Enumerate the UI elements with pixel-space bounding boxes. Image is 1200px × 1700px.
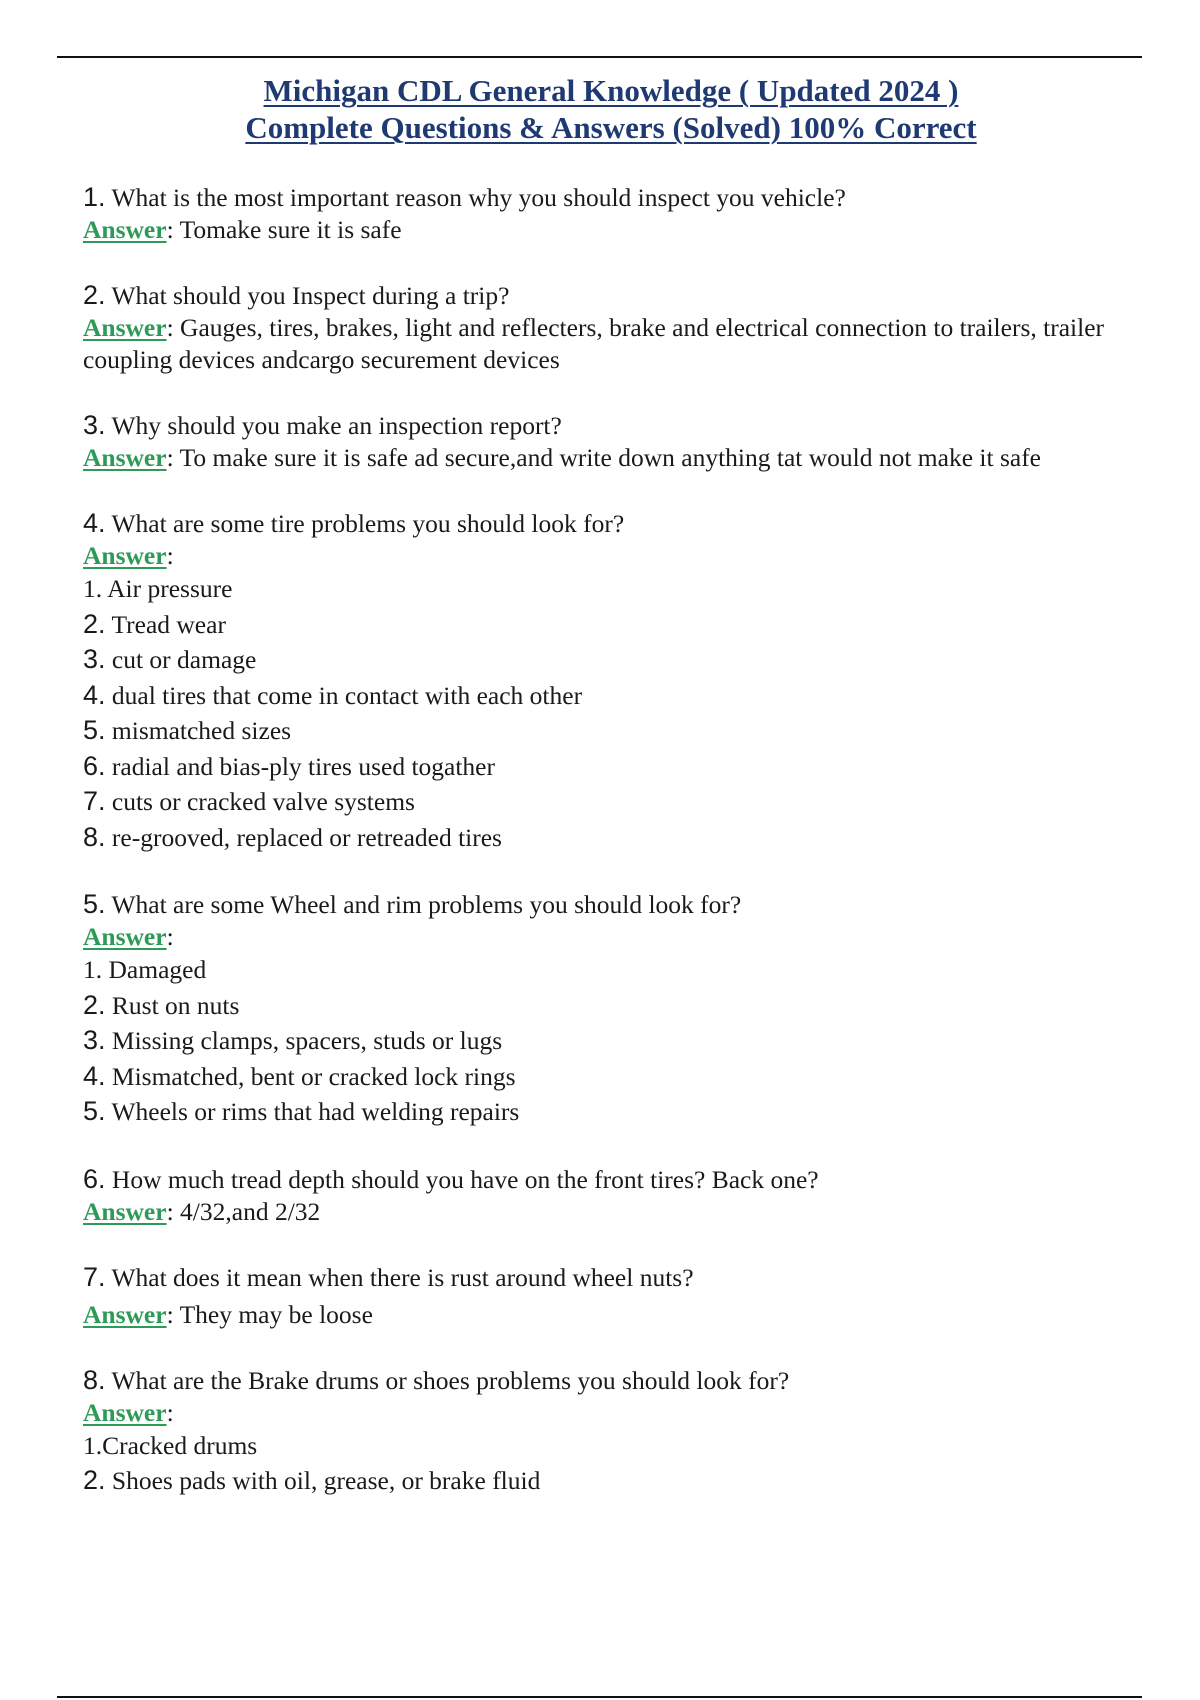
qa-item-5 bbox=[83, 888, 1143, 1130]
list-item-text: Shoes pads with oil, grease, or brake fluid bbox=[111, 1466, 541, 1495]
question-number: 1. bbox=[83, 182, 106, 212]
list-item-number: 5. bbox=[83, 1096, 106, 1126]
answer-text: : Tomake sure it is safe bbox=[166, 215, 402, 244]
answer-text: : 4/32,and 2/32 bbox=[166, 1196, 321, 1226]
answer-list-5 bbox=[83, 953, 1143, 1130]
answer-text: : They may be loose bbox=[166, 1299, 373, 1329]
answer-5 bbox=[83, 921, 1143, 953]
answer-list-8 bbox=[83, 1429, 1143, 1499]
list-item-number: 4. bbox=[83, 1060, 106, 1091]
list-item bbox=[83, 678, 1143, 714]
question-text: Why should you make an inspection report? bbox=[111, 411, 562, 440]
question-text: What does it mean when there is rust around wheel nuts? bbox=[111, 1262, 694, 1292]
list-item-number: 2. bbox=[83, 1465, 106, 1495]
list-item-number: 3. bbox=[83, 644, 106, 674]
list-item bbox=[83, 1094, 1143, 1130]
list-item-text: cut or damage bbox=[111, 645, 257, 674]
list-item-number: 7. bbox=[83, 786, 106, 816]
question-number: 5. bbox=[83, 889, 106, 919]
qa-item-1 bbox=[83, 181, 1143, 246]
answer-list-4 bbox=[83, 572, 1143, 855]
list-item-text: cuts or cracked valve systems bbox=[111, 787, 415, 816]
question-number: 7. bbox=[83, 1261, 106, 1292]
top-rule bbox=[57, 56, 1142, 58]
question-number: 6. bbox=[83, 1163, 106, 1194]
question-7 bbox=[83, 1261, 1143, 1294]
answer-1 bbox=[83, 214, 1143, 246]
answer-text: : bbox=[166, 541, 174, 570]
list-item-number: 1. bbox=[83, 574, 103, 603]
answer-text: : bbox=[166, 922, 174, 951]
answer-label: Answer bbox=[83, 922, 167, 951]
answer-text: : Gauges, tires, brakes, light and reflecters, brake and electrical connection to trailers, trailer coupling devices andcargo securement devices bbox=[83, 313, 1105, 374]
question-text: What is the most important reason why you should inspect you vehicle? bbox=[111, 183, 846, 212]
list-item-number: 1. bbox=[83, 1430, 103, 1460]
question-text: What are the Brake drums or shoes problems you should look for? bbox=[111, 1365, 790, 1395]
list-item-text: dual tires that come in contact with each other bbox=[111, 680, 583, 710]
question-text: What are some tire problems you should look for? bbox=[111, 509, 625, 538]
question-1 bbox=[83, 181, 1143, 214]
qa-item-6 bbox=[83, 1163, 1143, 1228]
list-item bbox=[83, 749, 1143, 785]
list-item-number: 5. bbox=[83, 715, 106, 745]
answer-6 bbox=[83, 1196, 1143, 1228]
list-item-text: mismatched sizes bbox=[111, 716, 292, 745]
answer-label: Answer bbox=[83, 443, 167, 472]
answer-4 bbox=[83, 540, 1143, 572]
question-4 bbox=[83, 507, 1143, 540]
list-item-text: Tread wear bbox=[111, 609, 226, 639]
list-item-text: Missing clamps, spacers, studs or lugs bbox=[111, 1026, 503, 1055]
title-line-2: Complete Questions & Answers (Solved) 100% Correct bbox=[245, 110, 977, 145]
list-item-number: 6. bbox=[83, 750, 106, 781]
list-item-number: 4. bbox=[83, 679, 106, 710]
answer-label: Answer bbox=[83, 1299, 167, 1329]
answer-2 bbox=[83, 312, 1143, 376]
list-item-text: re-grooved, replaced or retreaded tires bbox=[111, 822, 502, 852]
title-line-1: Michigan CDL General Knowledge ( Updated 2024 ) bbox=[263, 73, 959, 108]
question-number: 2. bbox=[83, 280, 106, 310]
answer-label: Answer bbox=[83, 313, 167, 342]
question-text: What should you Inspect during a trip? bbox=[111, 281, 510, 310]
list-item-text: Cracked drums bbox=[102, 1430, 258, 1460]
answer-label: Answer bbox=[83, 541, 167, 570]
qa-item-4 bbox=[83, 507, 1143, 855]
list-item bbox=[83, 642, 1143, 678]
list-item-number: 3. bbox=[83, 1025, 106, 1055]
answer-label: Answer bbox=[83, 1397, 167, 1427]
list-item bbox=[83, 953, 1143, 988]
answer-text: : To make sure it is safe ad secure,and write down anything tat would not make it safe bbox=[166, 443, 1041, 472]
question-text: What are some Wheel and rim problems you should look for? bbox=[111, 890, 742, 919]
list-item-text: Mismatched, bent or cracked lock rings bbox=[111, 1061, 516, 1091]
list-item-text: Damaged bbox=[108, 955, 207, 984]
list-item bbox=[83, 1463, 1143, 1499]
list-item-number: 8. bbox=[83, 821, 106, 852]
answer-label: Answer bbox=[83, 215, 167, 244]
answer-7 bbox=[83, 1299, 1143, 1331]
bottom-rule bbox=[57, 1696, 1142, 1698]
question-6 bbox=[83, 1163, 1143, 1196]
list-item bbox=[83, 988, 1143, 1024]
question-text: How much tread depth should you have on the front tires? Back one? bbox=[111, 1164, 819, 1194]
list-item bbox=[83, 1023, 1143, 1059]
answer-text: : bbox=[166, 1397, 174, 1427]
answer-3 bbox=[83, 442, 1143, 474]
question-8 bbox=[83, 1364, 1143, 1397]
list-item bbox=[83, 820, 1143, 856]
list-item bbox=[83, 607, 1143, 643]
question-number: 4. bbox=[83, 508, 106, 538]
list-item bbox=[83, 1429, 1143, 1464]
list-item-number: 2. bbox=[83, 608, 106, 639]
question-number: 8. bbox=[83, 1364, 106, 1395]
answer-8 bbox=[83, 1397, 1143, 1429]
list-item-text: Air pressure bbox=[107, 574, 233, 603]
question-2 bbox=[83, 279, 1143, 312]
qa-item-2 bbox=[83, 279, 1143, 376]
question-5 bbox=[83, 888, 1143, 921]
list-item-number: 1. bbox=[83, 955, 103, 984]
answer-label: Answer bbox=[83, 1196, 167, 1226]
list-item bbox=[83, 572, 1143, 607]
list-item bbox=[83, 713, 1143, 749]
list-item bbox=[83, 784, 1143, 820]
question-number: 3. bbox=[83, 410, 106, 440]
list-item bbox=[83, 1059, 1143, 1095]
qa-item-7 bbox=[83, 1261, 1143, 1331]
qa-item-3 bbox=[83, 409, 1143, 474]
list-item-text: Wheels or rims that had welding repairs bbox=[111, 1097, 520, 1126]
document-title bbox=[0, 72, 1200, 146]
list-item-number: 2. bbox=[83, 989, 106, 1020]
list-item-text: Rust on nuts bbox=[111, 990, 240, 1020]
question-3 bbox=[83, 409, 1143, 442]
qa-content bbox=[83, 181, 1143, 1532]
qa-item-8 bbox=[83, 1364, 1143, 1499]
list-item-text: radial and bias-ply tires used togather bbox=[111, 751, 495, 781]
